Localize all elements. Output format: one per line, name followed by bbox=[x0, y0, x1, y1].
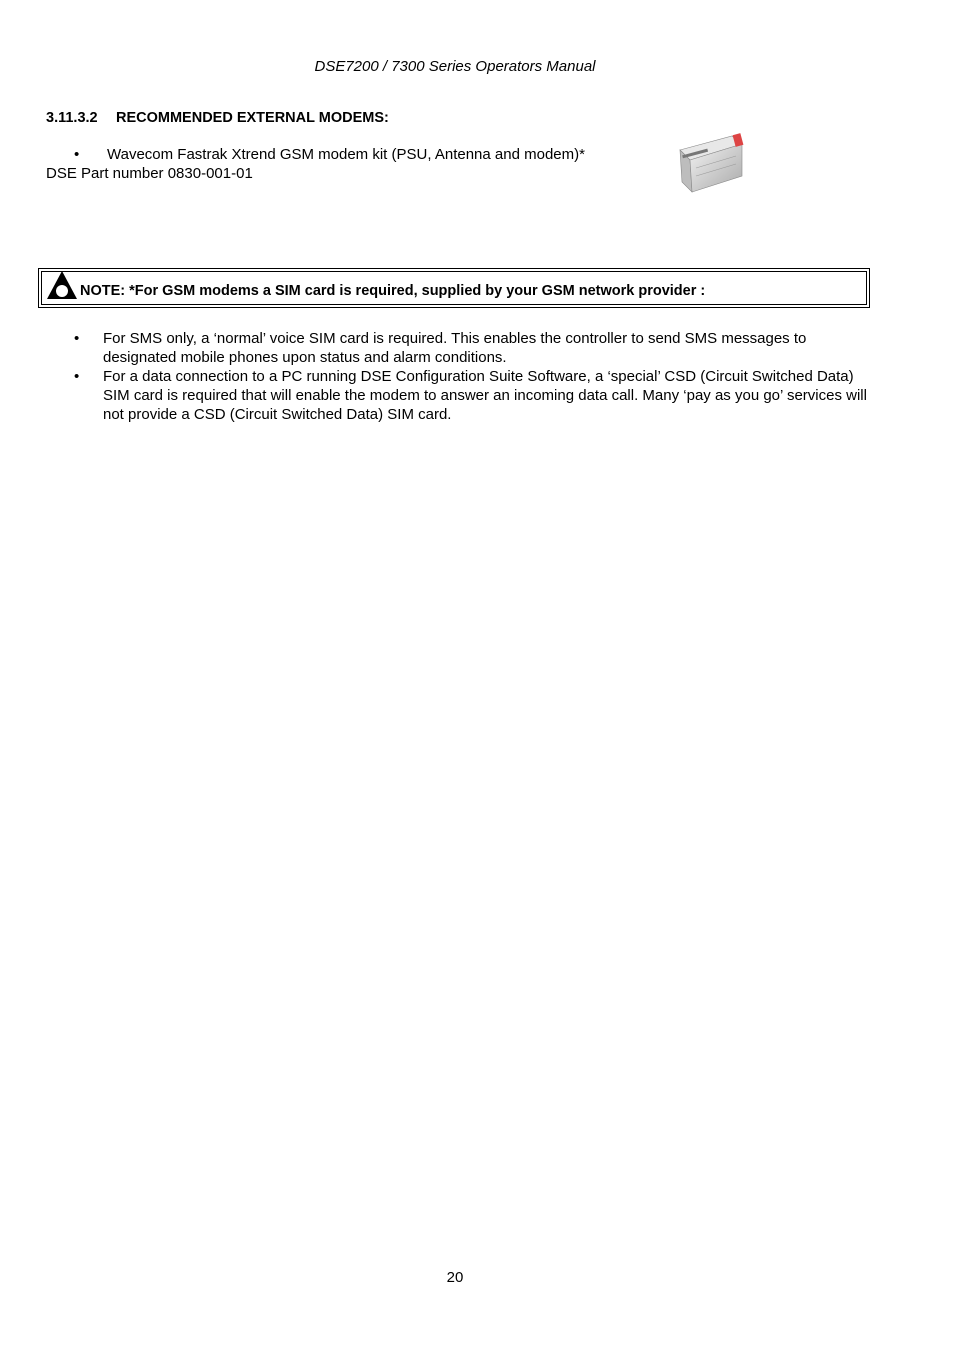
bullet: • bbox=[74, 368, 80, 385]
bullet: • bbox=[74, 146, 80, 163]
note-text: NOTE: *For GSM modems a SIM card is required, supplied by your GSM network provider : bbox=[80, 283, 706, 299]
section-title: RECOMMENDED EXTERNAL MODEMS: bbox=[116, 110, 389, 126]
note-box bbox=[38, 268, 870, 308]
section-heading bbox=[46, 110, 389, 126]
list-item-text: For a data connection to a PC running DSE Configuration Suite Software, a ‘special’ CSD (Circuit Switched Data) SIM card is required that will enable the modem to answer an incoming data call. Many ‘pay as you go’ services will not provide a CSD (Circuit Switched Data) SIM card. bbox=[103, 368, 867, 423]
modem-name: Wavecom Fastrak Xtrend GSM modem kit (PSU, Antenna and modem)* bbox=[107, 146, 585, 163]
list-item bbox=[74, 329, 874, 367]
list-item bbox=[74, 367, 874, 424]
page-number: 20 bbox=[446, 1269, 464, 1286]
sim-card-list bbox=[74, 329, 874, 424]
warning-icon bbox=[46, 270, 78, 300]
modem-list-item bbox=[74, 146, 585, 163]
list-item-text: For SMS only, a ‘normal’ voice SIM card is required. This enables the controller to send SMS messages to designated mobile phones upon status and alarm conditions. bbox=[103, 330, 807, 366]
gsm-modem-image bbox=[676, 130, 748, 196]
note-inner bbox=[41, 271, 867, 305]
section-number: 3.11.3.2 bbox=[46, 110, 98, 126]
bullet: • bbox=[74, 330, 80, 347]
page-header: DSE7200 / 7300 Series Operators Manual bbox=[314, 58, 596, 75]
part-number: DSE Part number 0830-001-01 bbox=[46, 165, 253, 182]
